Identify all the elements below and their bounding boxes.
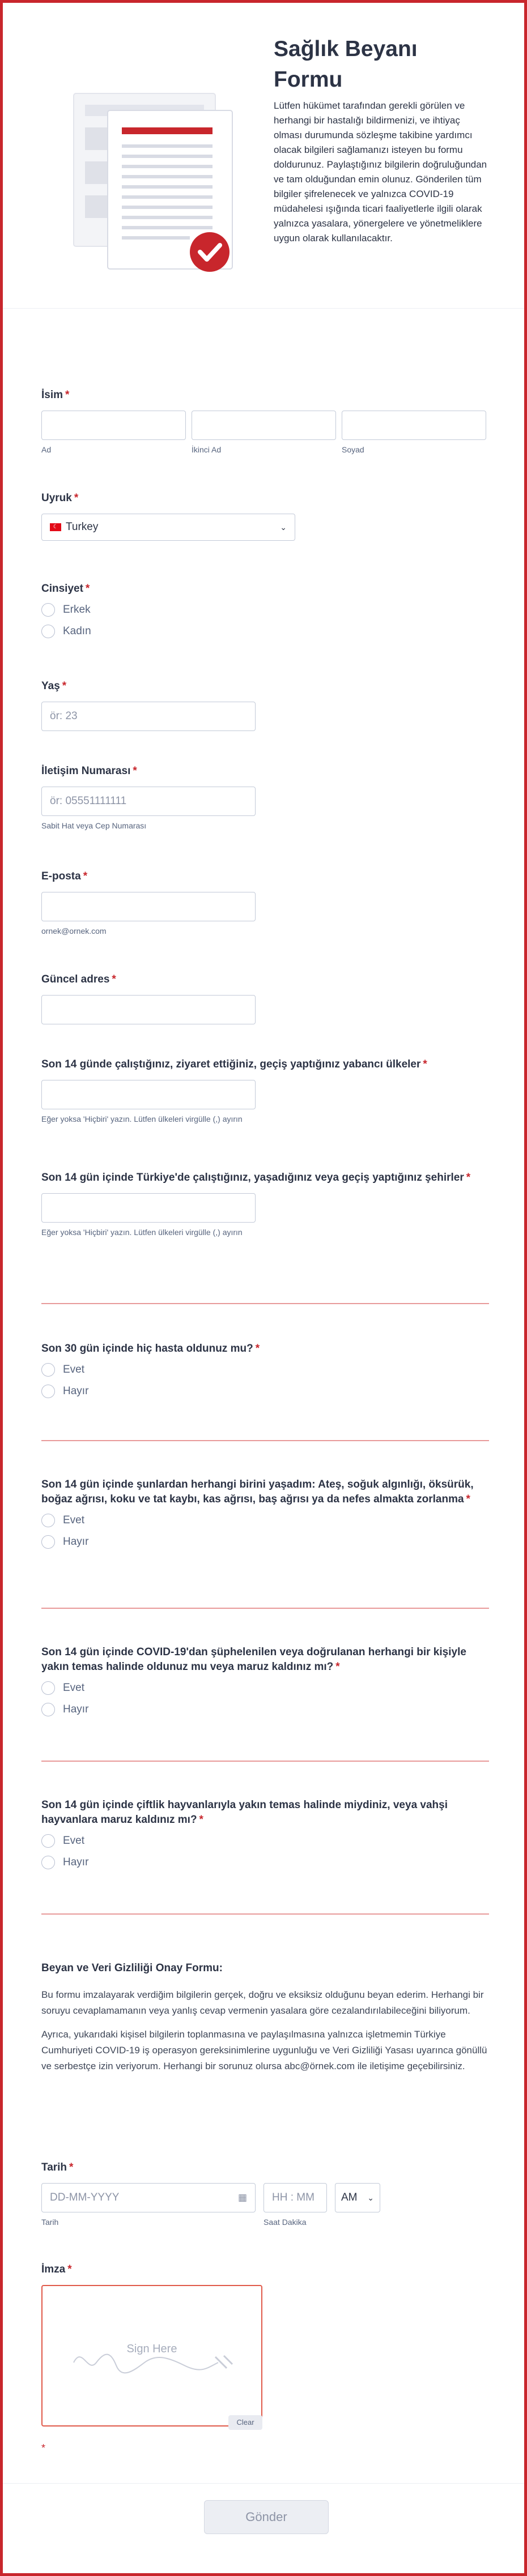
signature-field	[41, 2262, 495, 2454]
required-mark: *	[74, 492, 79, 504]
ampm-select[interactable]	[335, 2183, 380, 2212]
radio-button[interactable]	[41, 1856, 55, 1869]
gender-option-female[interactable]	[41, 623, 495, 639]
phone-input[interactable]: ör: 05551111111	[41, 787, 256, 816]
foreign-countries-field	[41, 1057, 495, 1124]
radio-button[interactable]	[41, 625, 55, 638]
required-mark: *	[62, 680, 67, 692]
calendar-icon[interactable]: ▦	[237, 2192, 247, 2203]
gender-option-male[interactable]	[41, 602, 495, 618]
name-field	[41, 388, 495, 455]
declaration-section	[41, 1962, 489, 2074]
gender-field	[41, 582, 495, 639]
age-input[interactable]: ör: 23	[41, 702, 256, 731]
submit-button[interactable]: Gönder	[204, 2500, 329, 2534]
first-name-input[interactable]	[41, 411, 186, 440]
email-input[interactable]	[41, 892, 256, 921]
required-mark: *	[466, 1172, 471, 1184]
required-mark: *	[133, 765, 137, 777]
signature-hint: Sign Here	[126, 2343, 177, 2355]
foreign-countries-label: Son 14 günde çalıştığınız, ziyaret ettiğiniz, geçiş yaptığınız yabancı ülkeler	[41, 1058, 421, 1070]
declaration-paragraph: Ayrıca, yukarıdaki kişisel bilgilerin toplanmasına ve paylaşılmasına yalnızca işletmemin Türkiye Cumhuriyeti COVID-19 iş operasyon gereksinimlerine uygunluğu ve Veri Gizliliği Yasası uyarınca gönüllü ve serbestçe izin veriyorum. Herhangi bir sorunuz olursa abc@örnek.com ile iletişime geçebilirsiniz.	[41, 2029, 487, 2071]
radio-label: Hayır	[63, 1385, 89, 1397]
declaration-title: Beyan ve Veri Gizliliği Onay Formu:	[41, 1962, 223, 1974]
divider	[41, 1761, 489, 1762]
radio-label: Evet	[63, 1835, 85, 1847]
required-mark: *	[255, 1343, 260, 1355]
phone-label: İletişim Numarası	[41, 765, 131, 777]
radio-label: Hayır	[63, 1536, 89, 1548]
radio-button[interactable]	[41, 1514, 55, 1527]
address-field	[41, 972, 495, 1024]
date-label: Tarih	[41, 2161, 67, 2173]
turkey-flag-icon: ☾	[50, 523, 61, 531]
chevron-down-icon: ⌄	[280, 522, 287, 532]
foreign-countries-input[interactable]	[41, 1080, 256, 1109]
email-label: E-posta	[41, 870, 81, 882]
sick-option-yes[interactable]	[41, 1362, 495, 1378]
signature-pad[interactable]	[41, 2285, 262, 2427]
page-title: Sağlık Beyanı Formu	[274, 37, 418, 92]
phone-field	[41, 764, 495, 831]
declaration-paragraph: Bu formu imzalayarak verdiğim bilgilerin gerçek, doğru ve eksiksiz olduğunu beyan ederim. Herhangi bir soruyu cevaplamamanın veya yanlış cevap vermenin yasalara göre cezalandırılabileceğini biliyorum.	[41, 1989, 484, 2016]
first-name-sublabel: Ad	[41, 445, 52, 454]
required-mark: *	[335, 1661, 340, 1673]
required-mark: *	[112, 973, 116, 985]
signature-error-mark: *	[41, 2442, 46, 2454]
symptoms-option-no[interactable]	[41, 1534, 495, 1550]
radio-label: Erkek	[63, 604, 91, 616]
email-sublabel: ornek@ornek.com	[41, 926, 107, 935]
radio-button[interactable]	[41, 1834, 55, 1848]
date-input[interactable]	[41, 2183, 256, 2212]
radio-label: Evet	[63, 1682, 85, 1694]
required-mark: *	[83, 870, 88, 882]
divider	[41, 1303, 489, 1304]
radio-button[interactable]	[41, 603, 55, 617]
form-header	[3, 3, 524, 309]
nationality-field	[41, 491, 495, 541]
radio-button[interactable]	[41, 1363, 55, 1377]
cities-label: Son 14 gün içinde Türkiye'de çalıştığınız, yaşadığınız veya geçiş yaptığınız şehirler	[41, 1172, 464, 1184]
animals-question-field	[41, 1798, 495, 1870]
clear-signature-button[interactable]: Clear	[228, 2415, 262, 2430]
radio-button[interactable]	[41, 1385, 55, 1398]
gender-label: Cinsiyet	[41, 583, 83, 595]
cities-sublabel: Eğer yoksa 'Hiçbiri' yazın. Lütfen ülkeleri virgülle (,) ayırın	[41, 1228, 243, 1237]
symptoms-question-field	[41, 1477, 495, 1550]
required-mark: *	[67, 2263, 72, 2275]
divider	[41, 1913, 489, 1915]
time-sublabel: Saat Dakika	[264, 2218, 307, 2227]
radio-button[interactable]	[41, 1681, 55, 1695]
required-mark: *	[85, 583, 90, 595]
symptoms-question-label: Son 14 gün içinde şunlardan herhangi birini yaşadım: Ateş, soğuk algınlığı, öksürük, boğaz ağrısı, koku ve tat kaybı, kas ağrısı, baş ağrısı ya da nefes almakta zorlanma	[41, 1479, 474, 1505]
cities-input[interactable]	[41, 1193, 256, 1223]
sick-question-field	[41, 1342, 495, 1399]
required-mark: *	[199, 1814, 203, 1826]
middle-name-sublabel: İkinci Ad	[192, 445, 222, 454]
form-description: Lütfen hükümet tarafından gerekli görülen ve herhangi bir hastalığı bildirmenizi, ve ihtiyaç olması durumunda sözleşme takibine yardımcı olacak bilgileri sağlamanızı isteyen bu formu doldurunuz. Paylaştığınız bilgilerin doğruluğundan ve tam olduğundan emin olunuz. Gönderilen tüm bilgiler şifrelenecek ve yalnızca COVID-19 müdahelesi ışığında ticari faaliyetlerle ilgili olarak yalnızca yasalara, yönergelere ve yönetmeliklere uygun olarak kullanılacaktır.	[274, 100, 487, 243]
divider	[41, 1608, 489, 1609]
radio-label: Hayır	[63, 1703, 89, 1715]
contact-option-no[interactable]	[41, 1702, 495, 1718]
age-field	[41, 679, 495, 731]
animals-option-no[interactable]	[41, 1855, 495, 1870]
divider	[41, 1440, 489, 1441]
date-sublabel: Tarih	[41, 2218, 59, 2227]
contact-option-yes[interactable]	[41, 1680, 495, 1696]
foreign-countries-sublabel: Eğer yoksa 'Hiçbiri' yazın. Lütfen ülkeleri virgülle (,) ayırın	[41, 1114, 243, 1123]
last-name-sublabel: Soyad	[342, 445, 364, 454]
required-mark: *	[65, 389, 70, 401]
sick-option-no[interactable]	[41, 1383, 495, 1399]
last-name-input[interactable]	[342, 411, 486, 440]
cities-field	[41, 1170, 495, 1237]
radio-label: Evet	[63, 1364, 85, 1375]
age-label: Yaş	[41, 680, 60, 692]
ampm-value: AM	[341, 2191, 358, 2203]
phone-sublabel: Sabit Hat veya Cep Numarası	[41, 821, 147, 830]
radio-button[interactable]	[41, 1703, 55, 1716]
required-mark: *	[69, 2161, 74, 2173]
name-label: İsim	[41, 389, 63, 401]
radio-label: Evet	[63, 1514, 85, 1526]
address-label: Güncel adres	[41, 973, 110, 985]
symptoms-option-yes[interactable]	[41, 1513, 495, 1528]
required-mark: *	[423, 1058, 427, 1070]
email-field	[41, 869, 495, 936]
date-placeholder: DD-MM-YYYY	[50, 2191, 120, 2203]
radio-label: Hayır	[63, 1856, 89, 1868]
signature-label: İmza	[41, 2263, 66, 2275]
documents-illustration-icon	[68, 88, 238, 280]
radio-label: Kadın	[63, 625, 91, 637]
nationality-select[interactable]	[41, 514, 295, 541]
time-input[interactable]: HH : MM	[264, 2183, 327, 2212]
address-input[interactable]	[41, 995, 256, 1024]
chevron-down-icon: ⌄	[367, 2193, 374, 2202]
animals-question-label: Son 14 gün içinde çiftlik hayvanlarıyla yakın temas halinde miydiniz, veya vahşi hayvanlara maruz kaldınız mı?	[41, 1799, 448, 1826]
sick-question-label: Son 30 gün içinde hiç hasta oldunuz mu?	[41, 1343, 253, 1355]
nationality-selected: Turkey	[66, 521, 99, 533]
footer-divider	[3, 2483, 524, 2484]
required-mark: *	[466, 1493, 470, 1505]
animals-option-yes[interactable]	[41, 1833, 495, 1849]
contact-question-label: Son 14 gün içinde COVID-19'dan şüphelenilen veya doğrulanan herhangi bir kişiyle yakın temas halinde oldunuz mu veya maruz kaldınız mı?	[41, 1646, 466, 1673]
middle-name-input[interactable]	[192, 411, 336, 440]
radio-button[interactable]	[41, 1535, 55, 1549]
contact-question-field	[41, 1645, 495, 1718]
date-field	[41, 2160, 495, 2227]
nationality-label: Uyruk	[41, 492, 72, 504]
